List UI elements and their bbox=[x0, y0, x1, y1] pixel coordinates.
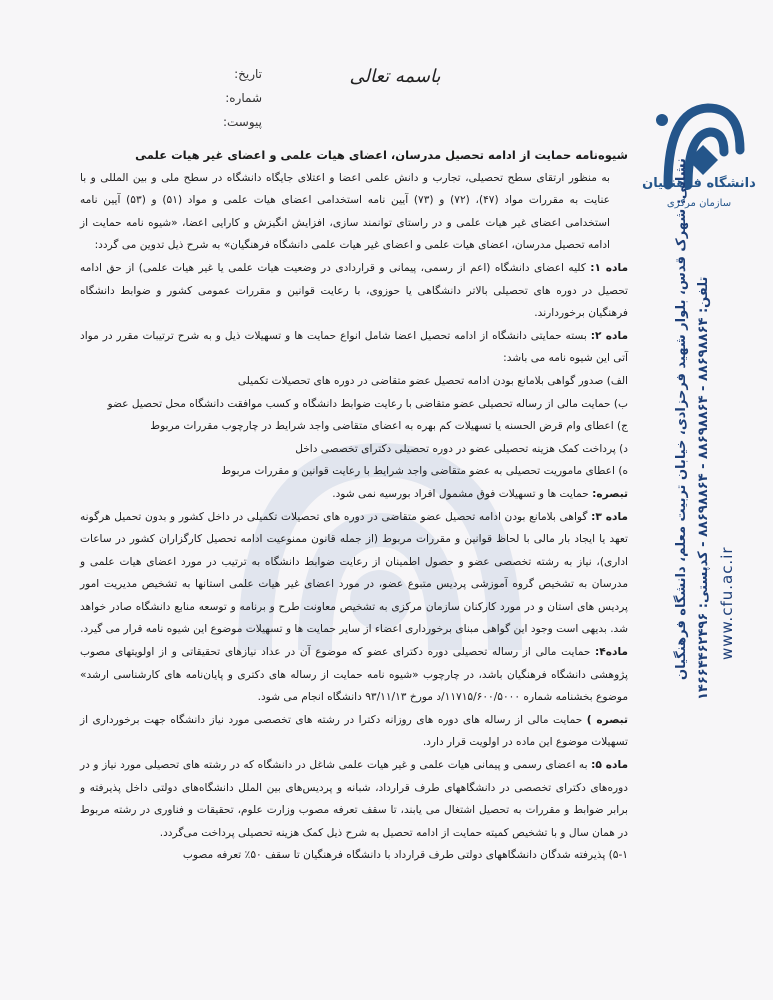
article-3 bbox=[80, 506, 628, 642]
article-1 bbox=[80, 257, 628, 325]
sidebar-phone: تلفن: ۸۸۶۹۸۸۶۴ - ۸۸۶۹۸۸۶۴ - ۸۸۶۹۸۸۶۴ - کدپستی: ۱۴۶۶۴۴۶۲۴۹۶ bbox=[696, 276, 711, 700]
list-item-e: ه) اعطای ماموریت تحصیلی به عضو متقاضی واجد شرایط با رعایت قوانین و مقررات مربوط bbox=[221, 465, 628, 478]
note-2-label: تبصره ) bbox=[586, 713, 628, 726]
article-5 bbox=[80, 754, 628, 844]
attachment-label: پیوست: bbox=[222, 115, 262, 129]
intro-paragraph: به منظور ارتقای سطح تحصیلی، تجارب و دانش علمی اعضا و اعتلای جایگاه دانشگاه در سطح ملی و بین المللی و با عنایت به مقررات مواد (۴۷)، (۷۲) و (۷۳) آیین نامه استخدامی اعضای هیات علمی و مواد (۵۱) و (۵۳) آیین نامه استخدامی اعضای غیر هیات علمی و در راستای توانمند سازی، افزایش انگیزش و کارایی اعضا، «شیوه نامه حمایت از ادامه تحصیل مدرسان، اعضای هیات علمی و اعضای غیر هیات علمی دانشگاه فرهنگیان» به شرح ذیل تدوین می گردد: bbox=[80, 171, 610, 252]
clause-5-1: ۵-۱) پذیرفته شدگان دانشگاههای دولتی طرف قرارداد با دانشگاه فرهنگیان تا سقف ۵۰٪ تعرفه مصوب bbox=[182, 849, 628, 862]
logo-subtitle: سازمان مرکزی bbox=[666, 198, 732, 209]
article-5-label: ماده ۵: bbox=[591, 759, 629, 772]
article-4-text: حمایت مالی از رساله تحصیلی دوره دکترای عضو که موضوع آن در عداد نیازهای تحقیقاتی و از اولویتهای مصوب پژوهشی دانشگاه فرهنگیان باشد، در چارچوب «شیوه نامه حمایت از رساله های دکتری و پایان‌نامه های کارشناسی ارشد» موضوع بخشنامه شماره ۱۱۷۱۵/۶۰۰/۵۰۰۰/د مورخ ۹۳/۱۱/۱۳ دانشگاه انجام می شود. bbox=[80, 646, 628, 704]
note-1-label: تبصره: bbox=[592, 487, 628, 500]
article-3-label: ماده ۳: bbox=[591, 510, 628, 523]
list-item-d: د) پرداخت کمک هزینه تحصیلی عضو در دوره تحصیلی دکترای تخصصی داخل bbox=[295, 442, 628, 455]
list-item-a: الف) صدور گواهی بلامانع بودن ادامه تحصیل عضو متقاضی در دوره های تحصیلات تکمیلی bbox=[237, 374, 628, 387]
list-item-b: ب) حمایت مالی از رساله تحصیلی عضو متقاضی با رعایت ضوابط دانشگاه و کسب موافقت دانشگاه محل تحصیل عضو bbox=[107, 397, 628, 410]
document-title: شیوه‌نامه حمایت از ادامه تحصیل مدرسان، اعضای هیات علمی و اعضای غیر هیات علمی bbox=[135, 148, 628, 162]
list-item-c: ج) اعطای وام قرض الحسنه یا تسهیلات کم بهره به اعضای متقاضی واجد شرایط در چارچوب مقررات مربوط bbox=[150, 420, 628, 433]
sidebar-website: www.cfu.ac.ir bbox=[718, 546, 736, 660]
document-body bbox=[80, 144, 628, 867]
note-1 bbox=[80, 483, 628, 506]
sidebar-address: نشانی: شهرک قدس، بلوار شهید فرحزادی، خیابان تربیت معلم، دانشگاه فرهنگیان bbox=[674, 158, 689, 680]
article-2-label: ماده ۲: bbox=[590, 329, 629, 342]
bismillah-heading: باسمه تعالی bbox=[349, 66, 441, 87]
letter-meta bbox=[172, 62, 262, 134]
number-label: شماره: bbox=[225, 91, 262, 105]
article-2-text: بسته حمایتی دانشگاه از ادامه تحصیل اعضا شامل انواع حمایت ها و تسهیلات ذیل و به شرح ترتیبات مقرر در مواد آتی این شیوه نامه می باشد: bbox=[80, 329, 628, 365]
note-2-text: حمایت مالی از رساله های دوره های روزانه دکترا در رشته های تخصصی مورد نیاز دانشگاه جهت برخورداری از تسهیلات موضوع این ماده در اولویت قرار دارد. bbox=[80, 713, 628, 749]
article-4-label: ماده۴: bbox=[595, 646, 628, 659]
note-2 bbox=[80, 709, 628, 754]
article-5-text: به اعضای رسمی و پیمانی هیات علمی و غیر هیات علمی شاغل در دانشگاه که در رشته های تحصیلی مورد نیاز و در دوره‌های دکترای تخصصی در دانشگاههای طرف قرارداد، شبانه و پردیس‌های بین الملل دانشگاه‌های دولتی داخل پذیرفته و برابر ضوابط و مقررات به تحصیل اشتغال می یابند، تا سقف تعرفه مصوب وزارت علوم، تحقیقات و فناوری در رشته مربوط در همان سال و با تشخیص کمیته حمایت از ادامه تحصیل به شرح ذیل کمک هزینه تحصیلی پرداخت می‌گردد. bbox=[80, 759, 628, 839]
date-label: تاریخ: bbox=[234, 67, 262, 81]
article-4 bbox=[80, 641, 628, 709]
note-1-text: حمایت ها و تسهیلات فوق مشمول افراد بورسیه نمی شود. bbox=[332, 487, 589, 500]
logo-name: دانشگاه فرهنگیان bbox=[642, 176, 756, 191]
article-1-label: ماده ۱: bbox=[590, 261, 629, 274]
article-2 bbox=[80, 325, 628, 370]
article-1-text: کلیه اعضای دانشگاه (اعم از رسمی، پیمانی و قراردادی در وضعیت هیات علمی یا غیر هیات علمی) از حق ادامه تحصیل در دوره های تحصیلی بالاتر دانشگاهی یا حوزوی، با رعایت قوانین و مقررات عمومی کشور و ضوابط دانشگاه فرهنگیان برخوردارند. bbox=[80, 261, 628, 320]
article-3-text: گواهی بلامانع بودن ادامه تحصیل عضو متقاضی در دوره های تحصیلات تکمیلی در داخل کشور و بدون تحمیل هرگونه تعهد یا ایجاد بار مالی با لحاظ قوانین و مقررات مربوط (از جمله قانون ممنوعیت ادامه تحصیل کارگزاران کشور در ساعات اداری)، نیاز به رشته تخصصی عضو و حصول اطمینان از رعایت ضوابط دانشگاه به ترتیب در مورد اعضای هیات علمی و مدرسان به تشخیص گروه آموزشی پردیس متبوع عضو، در مورد اعضای غیر هیات علمی استانها به تشخیص مدیریت امور پردیس های استان و در مورد کارکنان سازمان مرکزی به تشخیص معاونت طرح و برنامه و توسعه منابع دانشگاه صادر خواهد شد. بدیهی است وجود این گواهی مبنای برخورداری اعضاء از سایر حمایت ها و تسهیلات موضوع این شیوه نامه قرار می گیرد. bbox=[80, 510, 628, 636]
